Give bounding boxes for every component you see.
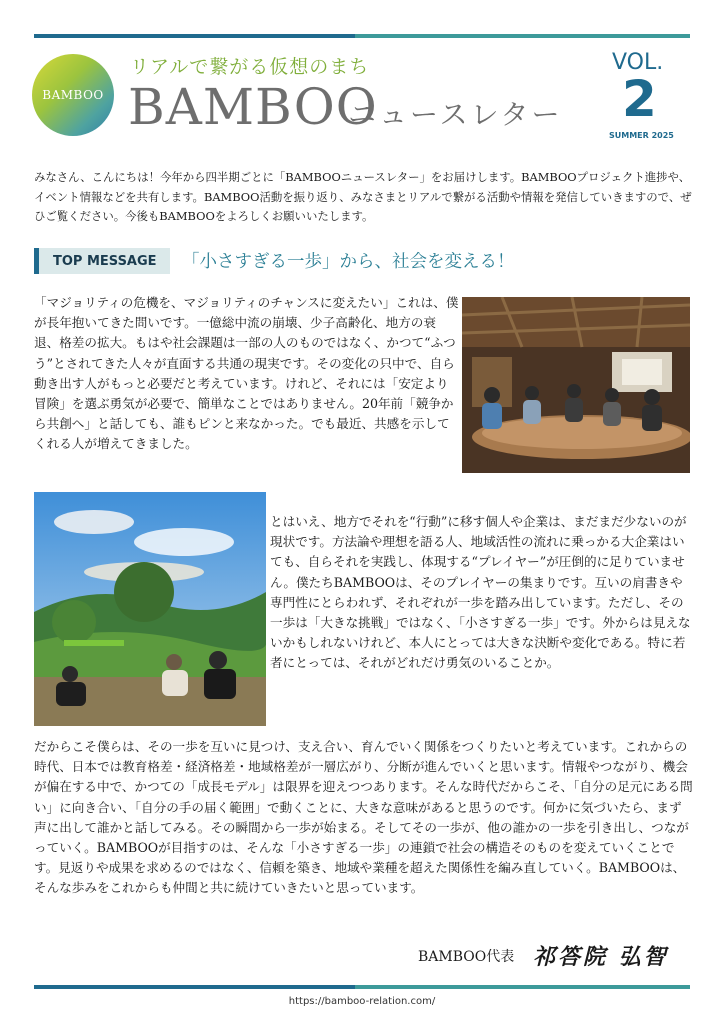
- signature-name: 祁答院 弘智: [533, 944, 669, 970]
- bamboo-logo: [32, 54, 114, 136]
- bottom-rule: [34, 985, 690, 989]
- top-message-header: [34, 246, 690, 276]
- top-rule: [34, 34, 690, 38]
- message-paragraph-1: 「マジョリティの危機を、マジョリティのチャンスに変えたい」これは、僕が長年抱いてきた問いです。一億総中流の崩壊、少子高齢化、地方の衰退、格差の拡大。もはや社会課題は一部の人のものではなく、かつて“ふつう”とされてきた人々が直面する共通の現実です。その変化の只中で、自ら動き出す人がもっと必要だと考えています。けれど、それには「安定より冒険」を選ぶ勇気が必要で、簡単なことではありません。20年前「競争から共創へ」と話しても、誰もピンと来なかった。でも最近、共感を示してくれる人が増えてきました。: [34, 295, 459, 452]
- logo-text: BAMBOO: [42, 88, 104, 102]
- intro-text: みなさん、こんにちは！今年から四半期ごとに「BAMBOOニュースレター」をお届けします。BAMBOOプロジェクト進捗や、イベント情報などを共有します。BAMBOO活動を振り返り、みなさまとリアルで繋がる活動や情報を発信していきますので、ぜひご覧ください。今後もBAMBOOをよろしくお願いいたします。: [34, 170, 692, 223]
- volume-number: 2: [622, 70, 657, 128]
- season-label: SUMMER 2025: [609, 131, 674, 140]
- tagline: リアルで繋がる仮想のまち: [130, 56, 370, 78]
- meeting-room-photo: [462, 297, 690, 473]
- brand-title: BAMBOO: [128, 78, 378, 136]
- volume-label: VOL.: [612, 50, 664, 75]
- brand-suffix: ニュースレター: [348, 98, 563, 131]
- top-message-label: TOP MESSAGE: [34, 248, 170, 274]
- footer-url[interactable]: https://bamboo-relation.com/: [288, 996, 436, 1007]
- message-paragraph-3: だからこそ僕らは、その一歩を互いに見つけ、支え合い、育んでいく関係をつくりたいと考えています。これからの時代、日本では教育格差・経済格差・地域格差が一層広がり、分断が進んでいくと思います。情報やつながり、機会が偏在する中で、かつての「成長モデル」は限界を迎えつつあります。そんな時代だからこそ、「自分の足元にある問い」に向き合い、「自分の手の届く範囲」で動くことに、大きな意味があると思うのです。何かに気づいたら、まず声に出して誰かと話してみる。その瞬間から一歩が始まる。そしてその一歩が、他の誰かの一歩を引き出し、つながっていく。BAMBOOが目指すのは、そんな「小さすぎる一歩」の連鎖で社会の構造そのものを変えていくことです。見返りや成果を求めるのではなく、信頼を築き、地域や業種を超えた関係性を編み直していく。BAMBOOは、そんな歩みをこれからも仲間と共に続けていきたいと思っています。: [34, 739, 693, 896]
- signature-title: BAMBOO代表: [418, 949, 515, 965]
- top-message-title: 「小さすぎる一歩」から、社会を変える！: [182, 252, 515, 272]
- outdoor-group-photo: [34, 492, 266, 726]
- message-paragraph-2: とはいえ、地方でそれを“行動”に移す個人や企業は、まだまだ少ないのが現状です。方法論や理想を語る人、地域活性の流れに乗っかる大企業はいても、自らそれを実践し、体現する“プレイヤー”が圧倒的に足りていません。僕たちBAMBOOは、そのプレイヤーの集まりです。互いの肩書きや専門性にとらわれず、それぞれが一歩を踏み出しています。ただし、その一歩は「大きな挑戦」ではなく、「小さすぎる一歩」です。外からは見えないかもしれないけれど、本人にとっては大きな決断や変化である。特に若者にとっては、それがどれだけ勇気のいることか。: [270, 514, 691, 671]
